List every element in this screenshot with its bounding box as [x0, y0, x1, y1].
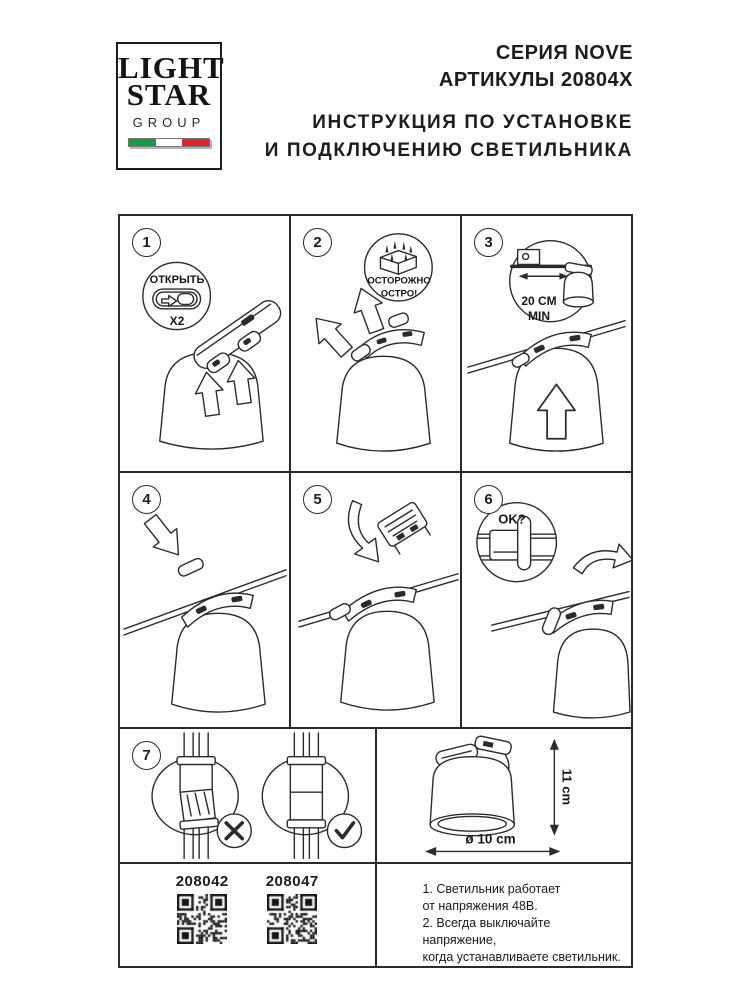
logo-word-group: GROUP [132, 115, 206, 130]
dimensions-panel [377, 729, 632, 862]
step-number-badge: 3 [474, 228, 503, 257]
article-number: 208047 [265, 873, 319, 891]
correct-check-badge [327, 814, 361, 848]
italian-flag-stripe [128, 138, 210, 147]
instruction-title [265, 109, 633, 165]
flag-white-band [156, 139, 183, 146]
step-number-badge: 1 [132, 228, 161, 257]
open-label: ОТКРЫТЬ [149, 274, 205, 286]
min-distance-unit: MIN [528, 309, 550, 323]
instruction-steps-grid [118, 214, 633, 968]
warning-sharp-label-2: ОСТРО! [380, 288, 418, 300]
safety-notes [377, 864, 632, 966]
steps-row-2 [120, 473, 631, 729]
instruction-title-line1: ИНСТРУКЦИЯ ПО УСТАНОВКЕ [312, 112, 633, 133]
articles-title: АРТИКУЛЫ 20804X [438, 69, 633, 91]
document-header [265, 40, 633, 165]
lightstar-logo [116, 42, 225, 170]
flag-green-band [129, 139, 156, 146]
step-panel-1 [120, 216, 291, 471]
logo-word-light: LIGHT [118, 50, 225, 85]
steps-row-3 [120, 729, 631, 864]
step-number-badge: 7 [132, 741, 161, 770]
product-variant [169, 873, 235, 966]
step-panel-2 [291, 216, 462, 471]
note-line: 2. Всегда выключайте напряжение, [422, 916, 551, 948]
product-variant [259, 873, 325, 966]
flag-red-band [182, 139, 209, 146]
note-line: когда устанавливаете светильник. [422, 950, 621, 965]
ok-check-label: OK? [498, 511, 526, 527]
warning-sharp-label-1: ОСТОРОЖНО [367, 275, 431, 287]
note-line: от напряжения 48В. [422, 899, 538, 914]
step-number-badge: 6 [474, 485, 503, 514]
logo-word-star: STAR [126, 77, 212, 112]
safety-notes-panel [377, 864, 632, 966]
series-title: СЕРИЯ NOVE [495, 42, 633, 64]
step-panel-6 [462, 473, 631, 727]
min-distance-value: 20 CM [521, 294, 557, 308]
steps-row-1 [120, 216, 631, 473]
step-number-badge: 4 [132, 485, 161, 514]
instruction-title-line2: И ПОДКЛЮЧЕНИЮ СВЕТИЛЬНИКА [264, 140, 633, 161]
diameter-dimension-label: ø 10 cm [465, 831, 516, 847]
qr-code [267, 894, 317, 944]
note-line: 1. Светильник работает [422, 882, 561, 897]
step-panel-7 [120, 729, 377, 862]
step-number-badge: 2 [303, 228, 332, 257]
step-panel-3 [462, 216, 631, 471]
footer-row [120, 864, 631, 966]
step-panel-4 [120, 473, 291, 727]
qr-code [177, 894, 227, 944]
step-panel-5 [291, 473, 462, 727]
article-number: 208042 [175, 873, 229, 891]
times-x2-label: X2 [169, 314, 185, 328]
height-dimension-label: 11 cm [559, 768, 574, 805]
step-number-badge: 5 [303, 485, 332, 514]
article-qr-panel [120, 864, 377, 966]
